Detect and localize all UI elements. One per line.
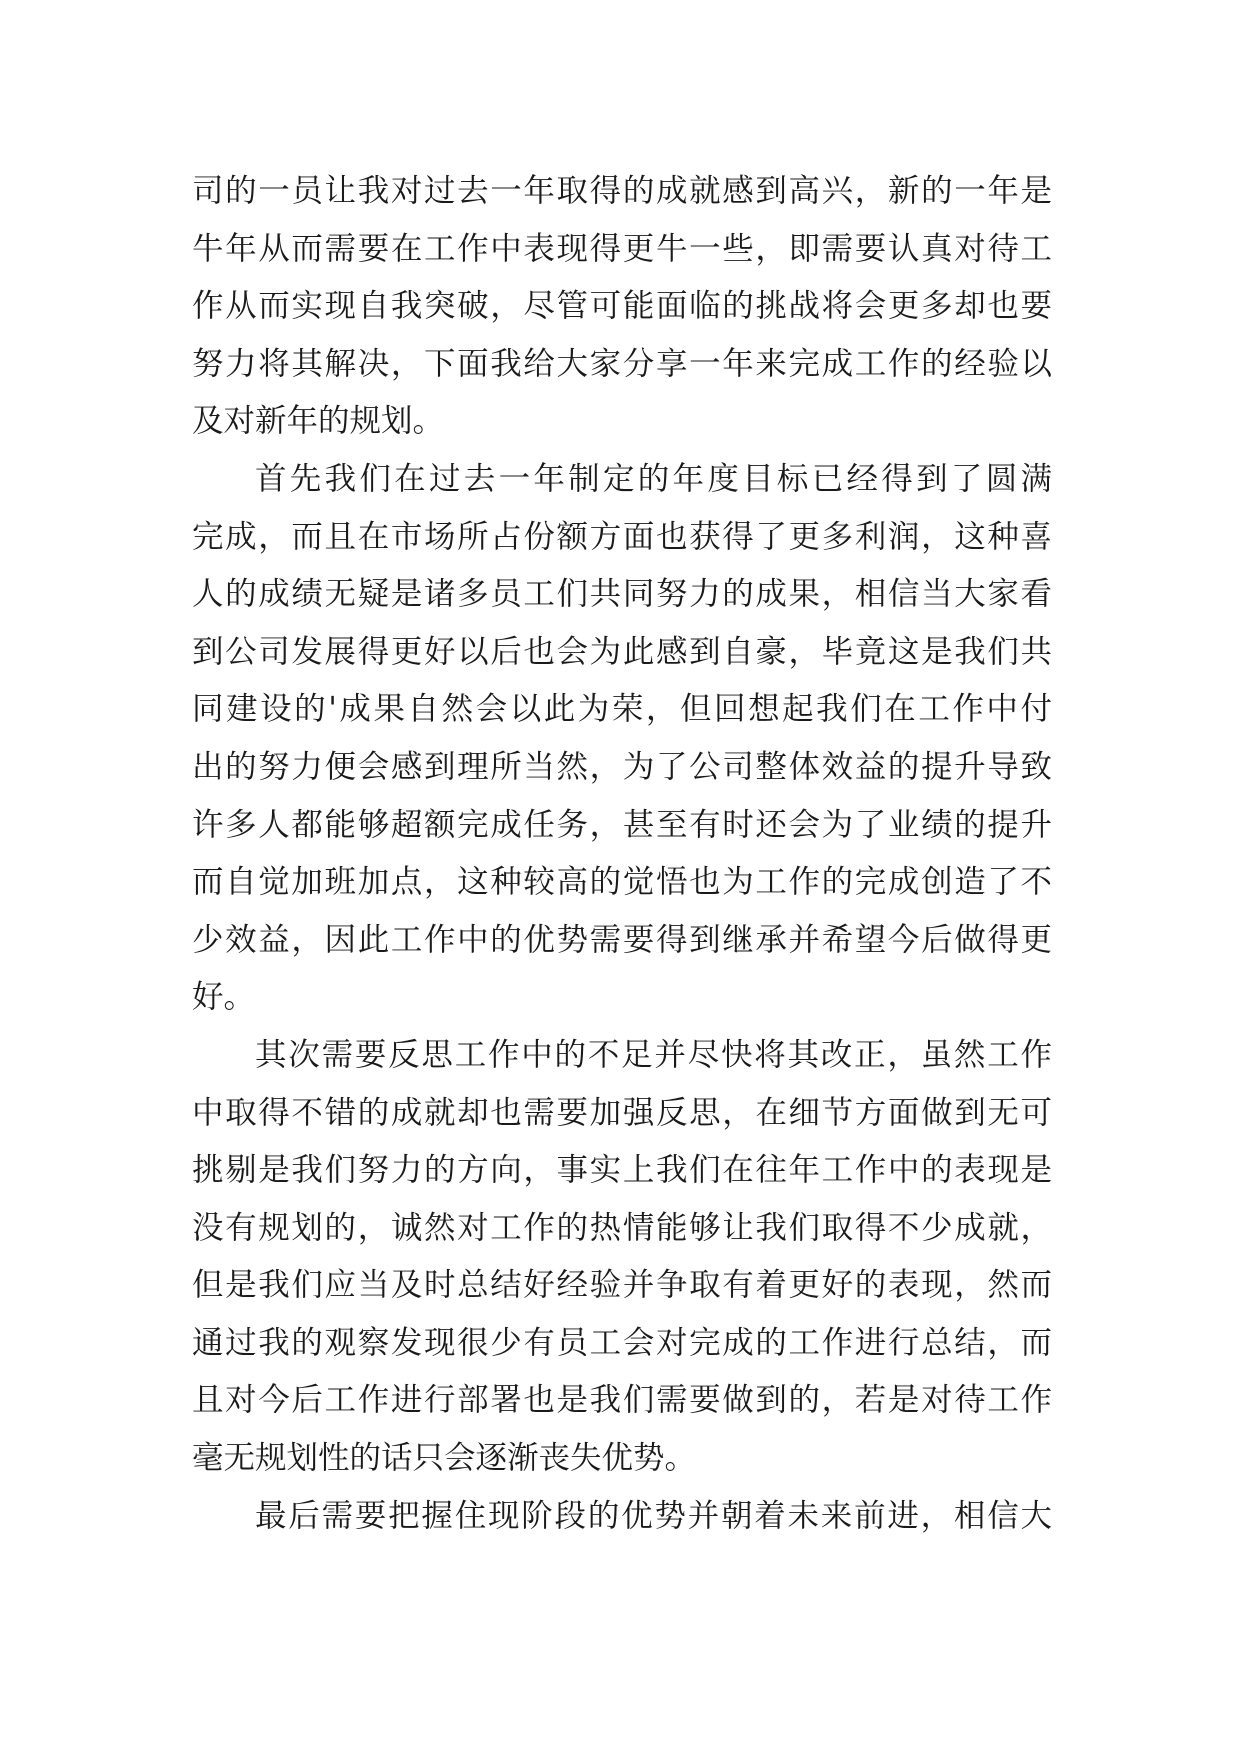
- text-line: 牛年从而需要在工作中表现得更牛一些，即需要认真对待工: [192, 230, 1052, 267]
- text-line: 且对今后工作进行部署也是我们需要做到的，若是对待工作: [192, 1382, 1052, 1419]
- text-line: 人的成绩无疑是诸多员工们共同努力的成果，相信当大家看: [192, 576, 1052, 613]
- text-line: 没有规划的，诚然对工作的热情能够让我们取得不少成就，: [192, 1209, 1052, 1246]
- text-line: 但是我们应当及时总结好经验并争取有着更好的表现，然而: [192, 1267, 1052, 1304]
- text-line: 许多人都能够超额完成任务，甚至有时还会为了业绩的提升: [192, 806, 1052, 843]
- text-line: 其次需要反思工作中的不足并尽快将其改正，虽然工作: [255, 1036, 1052, 1073]
- text-line: 司的一员让我对过去一年取得的成就感到高兴，新的一年是: [192, 173, 1052, 209]
- document-body: [192, 163, 1052, 1545]
- text-line: 首先我们在过去一年制定的年度目标已经得到了圆满: [255, 460, 1052, 497]
- text-line: 完成，而且在市场所占份额方面也获得了更多利润，这种喜: [192, 518, 1052, 555]
- text-line: 出的努力便会感到理所当然，为了公司整体效益的提升导致: [192, 748, 1052, 785]
- text-line: 最后需要把握住现阶段的优势并朝着未来前进，相信大: [255, 1497, 1052, 1534]
- text-line: 同建设的'成果自然会以此为荣，但回想起我们在工作中付: [192, 691, 1052, 728]
- text-line: 毫无规划性的话只会逐渐丧失优势。: [192, 1440, 697, 1477]
- paragraph: [192, 1488, 1052, 1546]
- text-line: 中取得不错的成就却也需要加强反思，在细节方面做到无可: [192, 1094, 1052, 1131]
- text-line: 好。: [192, 979, 256, 1016]
- text-line: 到公司发展得更好以后也会为此感到自豪，毕竟这是我们共: [192, 633, 1052, 670]
- text-line: 努力将其解决，下面我给大家分享一年来完成工作的经验以: [192, 345, 1052, 382]
- text-line: 少效益，因此工作中的优势需要得到继承并希望今后做得更: [192, 921, 1052, 958]
- text-line: 及对新年的规划。: [192, 403, 445, 440]
- text-line: 而自觉加班加点，这种较高的觉悟也为工作的完成创造了不: [192, 864, 1052, 901]
- text-line: 通过我的观察发现很少有员工会对完成的工作进行总结，而: [192, 1324, 1052, 1361]
- text-line: 作从而实现自我突破，尽管可能面临的挑战将会更多却也要: [192, 288, 1052, 325]
- paragraph: [192, 451, 1052, 1027]
- paragraph: [192, 1027, 1052, 1488]
- paragraph: [192, 163, 1052, 451]
- text-line: 挑剔是我们努力的方向，事实上我们在往年工作中的表现是: [192, 1152, 1052, 1189]
